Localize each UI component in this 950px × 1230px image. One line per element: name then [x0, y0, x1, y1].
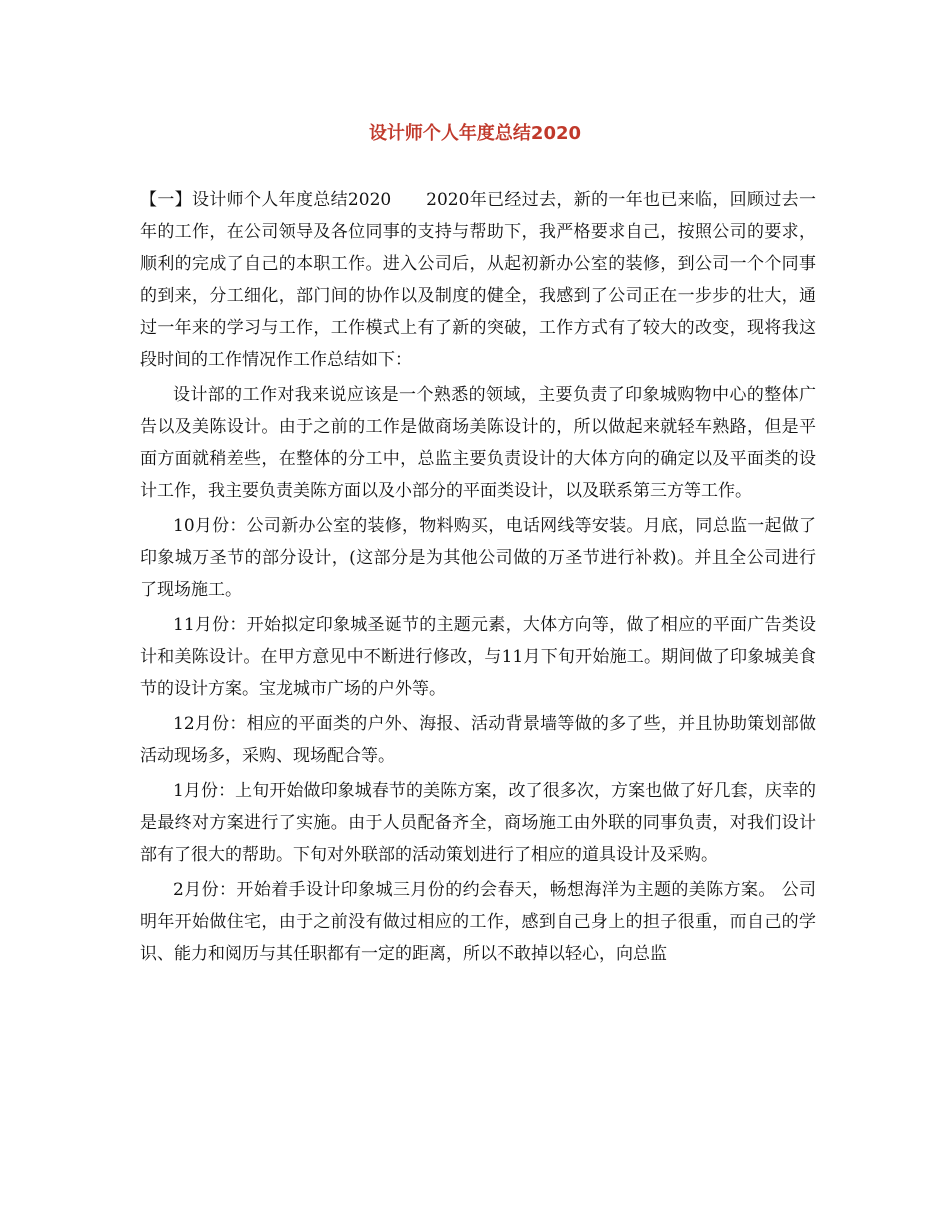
document-title: 设计师个人年度总结2020 — [368, 123, 582, 144]
paragraph-november: 11月份：开始拟定印象城圣诞节的主题元素，大体方向等，做了相应的平面广告类设计和美陈设计。在甲方意见中不断进行修改，与11月下旬开始施工。期间做了印象城美食节的设计方案。宝龙城市广场的户外等。 — [140, 615, 816, 699]
paragraph-design-dept: 设计部的工作对我来说应该是一个熟悉的领域，主要负责了印象城购物中心的整体广告以及美陈设计。由于之前的工作是做商场美陈设计的，所以做起来就轻车熟路，但是平面方面就稍差些，在整体的分工中，总监主要负责设计的大体方向的确定以及平面类的设计工作，我主要负责美陈方面以及小部分的平面类设计，以及联系第三方等工作。 — [140, 385, 816, 501]
paragraph-december: 12月份：相应的平面类的户外、海报、活动背景墙等做的多了些，并且协助策划部做活动现场多，采购、现场配合等。 — [140, 714, 816, 766]
document-body — [140, 184, 816, 973]
paragraph-october: 10月份：公司新办公室的装修，物料购买，电话网线等安装。月底，同总监一起做了印象城万圣节的部分设计，(这部分是为其他公司做的万圣节进行补救)。并且全公司进行了现场施工。 — [140, 516, 816, 600]
paragraph-february: 2月份：开始着手设计印象城三月份的约会春天，畅想海洋为主题的美陈方案。 公司明年开始做住宅，由于之前没有做过相应的工作，感到自己身上的担子很重，而自己的学识、能力和阅历与其任职都有一定的距离，所以不敢掉以轻心，向总监 — [140, 880, 816, 964]
paragraph-intro: 【一】设计师个人年度总结2020 2020年已经过去，新的一年也已来临，回顾过去一年的工作，在公司领导及各位同事的支持与帮助下，我严格要求自己，按照公司的要求，顺利的完成了自己的本职工作。进入公司后，从起初新办公室的装修，到公司一个个同事的到来，分工细化，部门间的协作以及制度的健全，我感到了公司正在一步步的壮大，通过一年来的学习与工作，工作模式上有了新的突破，工作方式有了较大的改变，现将我这段时间的工作情况作工作总结如下： — [140, 190, 816, 370]
paragraph-january: 1月份：上旬开始做印象城春节的美陈方案，改了很多次，方案也做了好几套，庆幸的是最终对方案进行了实施。由于人员配备齐全，商场施工由外联的同事负责，对我们设计部有了很大的帮助。下旬对外联部的活动策划进行了相应的道具设计及采购。 — [140, 781, 816, 865]
